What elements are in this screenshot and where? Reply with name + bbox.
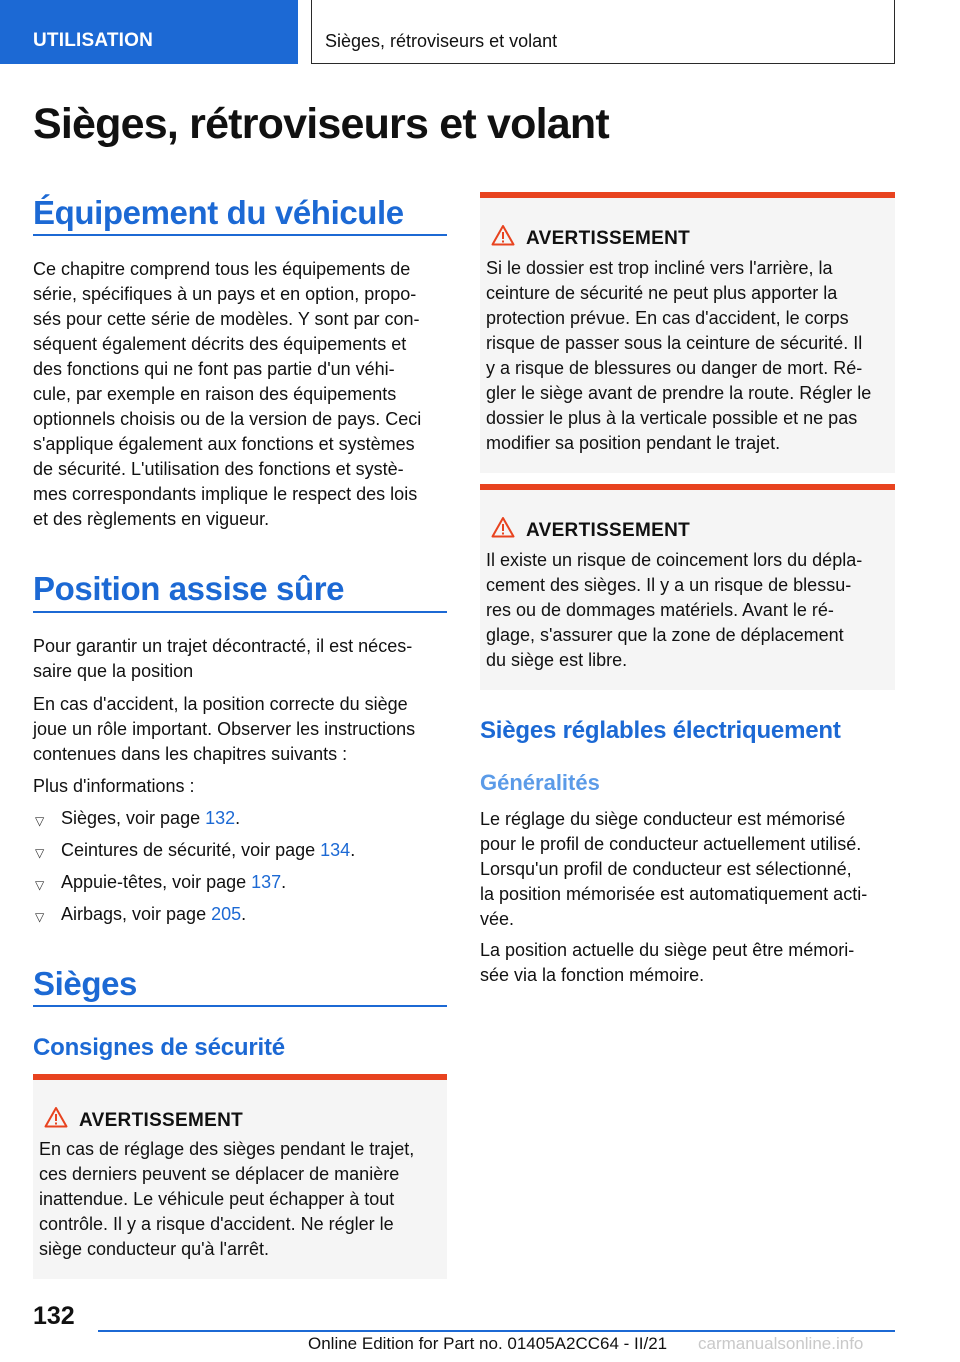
equipment-paragraph: Ce chapitre comprend tous les équipements de série, spécifiques à un pays et en option, propo‐ sés pour cette série de modèles. Y sont par con‐ séquent également décrits des équipements et des fonctions qui ne font pas partie d'un véhi‐ cule, par exemple en raison des équipements optionnels choisis ou de la version de pays. Ceci s'applique également aux fonctions et systèmes de sécurité. L'utilisation des fonctions et systè‐ mes correspondants implique le respect des lois et des règlements en vigueur. — [33, 259, 422, 529]
page-title: Sièges, rétroviseurs et volant — [33, 100, 609, 148]
triangle-bullet-icon: ▽ — [35, 846, 45, 860]
warning-label: AVERTISSEMENT — [79, 1110, 244, 1131]
safety-instructions-heading: Consignes de sécurité — [33, 1034, 285, 1061]
seating-position-heading-rule — [33, 611, 447, 613]
warning-triangle-icon — [491, 516, 515, 538]
warning-label: AVERTISSEMENT — [526, 520, 691, 541]
seating-position-paragraph-1: Pour garantir un trajet décontracté, il est néces‐ saire que la position — [33, 636, 413, 681]
header-chapter-label: Sièges, rétroviseurs et volant — [325, 31, 558, 51]
header-section-label: UTILISATION — [33, 30, 154, 51]
warning-triangle-icon — [491, 224, 515, 246]
more-info-label: Plus d'informations : — [33, 776, 195, 796]
seating-position-heading: Position assise sûre — [33, 570, 345, 607]
footer-watermark: carmanualsonline.info — [698, 1334, 864, 1353]
warning-text: Si le dossier est trop incliné vers l'arrière, la ceinture de sécurité ne peut plus apporter la protection prévue. En cas d'accident, le corps risque de passer sous la ceinture de sécurité. Il y a risque de blessures ou danger de mort. Ré‐ gler le siège avant de prendre la route. Régler le dossier le plus à la verticale possible et ne pas modifier sa position pendant le trajet. — [486, 258, 872, 453]
header-section-tab — [0, 0, 298, 64]
general-heading: Généralités — [480, 770, 600, 795]
triangle-bullet-icon: ▽ — [35, 878, 45, 892]
reference-list — [33, 806, 447, 934]
seating-position-paragraph-2: En cas d'accident, la position correcte du siège joue un rôle important. Observer les instructions contenues dans les chapitres suivants : — [33, 694, 416, 764]
warning-triangle-icon — [44, 1106, 68, 1128]
reference-item: ▽ Sièges, voir page 132. — [33, 806, 447, 838]
warning-box-backrest-inclined — [480, 192, 895, 473]
reference-item: ▽ Appuie-têtes, voir page 137. — [33, 870, 447, 902]
page-number: 132 — [33, 1302, 75, 1330]
warning-text: En cas de réglage des sièges pendant le trajet, ces derniers peuvent se déplacer de manière inattendue. Le véhicule peut échapper à tout contrôle. Il y a risque d'accident. Ne régler le siège conducteur qu'à l'arrêt. — [39, 1139, 415, 1259]
reference-item: ▽ Ceintures de sécurité, voir page 134. — [33, 838, 447, 870]
warning-box-adjust-while-driving — [33, 1074, 447, 1279]
seats-heading-rule — [33, 1005, 447, 1007]
page-link[interactable]: 132 — [205, 808, 236, 828]
page-link[interactable]: 134 — [320, 840, 351, 860]
footer-edition: Online Edition for Part no. 01405A2CC64 - II/21 — [308, 1334, 668, 1353]
general-paragraph-2: La position actuelle du siège peut être mémori‐ sée via la fonction mémoire. — [480, 940, 855, 985]
page-link[interactable]: 205 — [211, 904, 242, 924]
footer-rule — [98, 1330, 895, 1332]
page-link[interactable]: 137 — [251, 872, 282, 892]
header-chapter-tab — [311, 0, 895, 64]
electric-seats-heading: Sièges réglables électriquement — [480, 717, 841, 744]
triangle-bullet-icon: ▽ — [35, 910, 45, 924]
equipment-heading: Équipement du véhicule — [33, 194, 404, 231]
reference-item: ▽ Airbags, voir page 205. — [33, 902, 447, 934]
equipment-heading-rule — [33, 234, 447, 236]
triangle-bullet-icon: ▽ — [35, 814, 45, 828]
warning-text: Il existe un risque de coincement lors du dépla‐ cement des sièges. Il y a un risque de blessu‐ res ou de dommages matériels. Avant le ré‐ glage, s'assurer que la zone de déplacement du siège est libre. — [486, 550, 863, 670]
seats-heading: Sièges — [33, 965, 137, 1002]
general-paragraph-1: Le réglage du siège conducteur est mémorisé pour le profil de conducteur actuellement utilisé. Lorsqu'un profil de conducteur est sélectionné, la position mémorisée est automatiquement acti‐ vée. — [480, 809, 868, 929]
warning-label: AVERTISSEMENT — [526, 228, 691, 249]
warning-box-pinching-risk — [480, 484, 895, 690]
